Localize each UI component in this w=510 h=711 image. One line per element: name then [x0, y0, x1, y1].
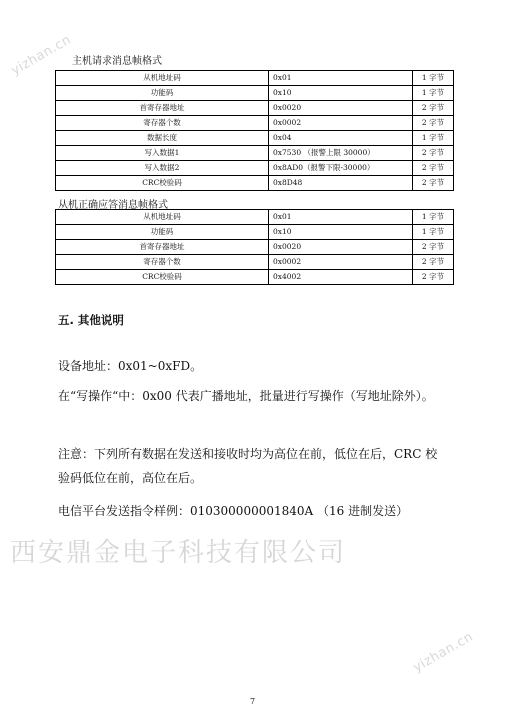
table-row: [56, 255, 454, 270]
response-frame-heading: 从机正确应答消息帧格式: [58, 200, 168, 211]
table-row: [56, 101, 454, 116]
field-name-cell: 功能码: [56, 225, 269, 240]
table-row: [56, 161, 454, 176]
field-name-cell: 首寄存器地址: [56, 101, 269, 116]
byte-size-cell: 2 字节: [413, 101, 454, 116]
field-name-cell: 寄存器个数: [56, 116, 269, 131]
byte-size-cell: 1 字节: [413, 86, 454, 101]
paragraph-device-address: 设备地址：0x01~0xFD。: [58, 359, 203, 373]
value-cell: 0x10: [269, 86, 413, 101]
value-cell: 0x4002: [269, 270, 413, 285]
value-cell: 0x10: [269, 225, 413, 240]
byte-size-cell: 1 字节: [413, 131, 454, 146]
response-frame-table: [55, 209, 454, 285]
value-cell: 0x7530 （报警上限 30000）: [269, 146, 413, 161]
byte-size-cell: 2 字节: [413, 255, 454, 270]
value-cell: 0x01: [269, 71, 413, 86]
byte-size-cell: 1 字节: [413, 225, 454, 240]
byte-size-cell: 2 字节: [413, 116, 454, 131]
byte-size-cell: 2 字节: [413, 161, 454, 176]
table-row: [56, 86, 454, 101]
value-cell: 0x0020: [269, 101, 413, 116]
byte-size-cell: 2 字节: [413, 146, 454, 161]
value-cell: 0x04: [269, 131, 413, 146]
site-watermark-top: yizhan.cn: [8, 32, 74, 79]
field-name-cell: 首寄存器地址: [56, 240, 269, 255]
table-row: [56, 116, 454, 131]
field-name-cell: 写入数据1: [56, 146, 269, 161]
site-watermark-bottom: yizhan.cn: [410, 629, 476, 676]
byte-size-cell: 1 字节: [413, 210, 454, 225]
value-cell: 0x8D48: [269, 176, 413, 191]
value-cell: 0x0002: [269, 116, 413, 131]
request-frame-table: [55, 70, 454, 191]
table-row: [56, 71, 454, 86]
byte-size-cell: 2 字节: [413, 270, 454, 285]
value-cell: 0x0020: [269, 240, 413, 255]
field-name-cell: CRC校验码: [56, 176, 269, 191]
paragraph-broadcast: 在“写操作“中：0x00 代表广播地址，批量进行写操作（写地址除外）。: [58, 389, 434, 403]
table-row: [56, 270, 454, 285]
section-title: 五. 其他说明: [58, 313, 124, 327]
byte-size-cell: 2 字节: [413, 240, 454, 255]
page-number: 7: [250, 697, 256, 706]
field-name-cell: 从机地址码: [56, 210, 269, 225]
field-name-cell: 功能码: [56, 86, 269, 101]
field-name-cell: 写入数据2: [56, 161, 269, 176]
table-row: [56, 240, 454, 255]
field-name-cell: CRC校验码: [56, 270, 269, 285]
value-cell: 0x0002: [269, 255, 413, 270]
value-cell: 0x8AD0（报警下限-30000）: [269, 161, 413, 176]
table-row: [56, 131, 454, 146]
value-cell: 0x01: [269, 210, 413, 225]
table-row: [56, 146, 454, 161]
field-name-cell: 从机地址码: [56, 71, 269, 86]
table-row: [56, 225, 454, 240]
company-watermark: 西安鼎金电子科技有限公司: [10, 538, 347, 568]
paragraph-byte-order: 注意：下列所有数据在发送和接收时均为高位在前，低位在后，CRC 校验码低位在前，高位在后。: [58, 447, 438, 485]
table-row: [56, 176, 454, 191]
field-name-cell: 寄存器个数: [56, 255, 269, 270]
paragraph-command-sample: 电信平台发送指令样例：010300000001840A （16 进制发送）: [58, 504, 409, 518]
byte-size-cell: 1 字节: [413, 71, 454, 86]
request-frame-heading: 主机请求消息帧格式: [72, 56, 162, 67]
byte-size-cell: 2 字节: [413, 176, 454, 191]
field-name-cell: 数据长度: [56, 131, 269, 146]
table-row: [56, 210, 454, 225]
